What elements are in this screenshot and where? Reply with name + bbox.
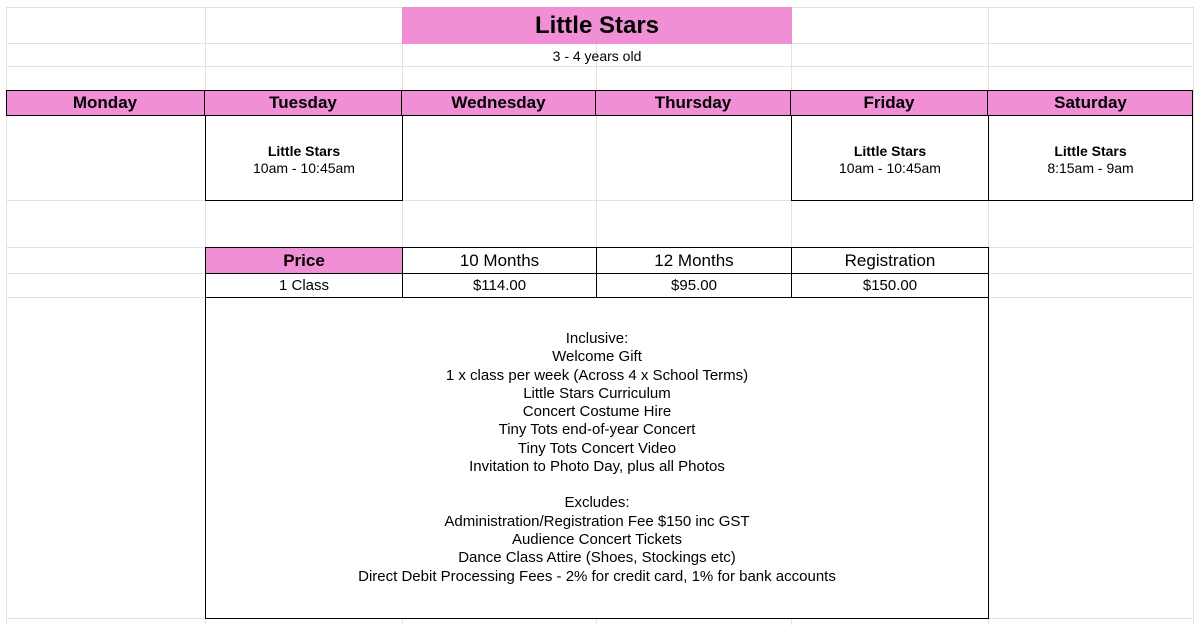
class-saturday[interactable] (988, 115, 1193, 201)
excludes-item: Direct Debit Processing Fees - 2% for credit card, 1% for bank accounts (358, 567, 836, 585)
inclusive-item: Concert Costume Hire (522, 403, 672, 421)
day-header-wednesday[interactable]: Wednesday (402, 90, 596, 116)
excludes-item: Dance Class Attire (Shoes, Stockings etc) (458, 549, 736, 567)
page-title[interactable]: Little Stars (402, 7, 792, 44)
price-column-registration[interactable]: Registration (791, 247, 989, 274)
price-column-10-months[interactable]: 10 Months (402, 247, 597, 274)
day-header-monday[interactable]: Monday (6, 90, 205, 116)
price-row-label[interactable]: 1 Class (205, 273, 403, 298)
price-header[interactable]: Price (205, 247, 403, 274)
price-column-12-months[interactable]: 12 Months (596, 247, 792, 274)
class-time: 10am - 10:45am (839, 160, 941, 176)
excludes-item: Audience Concert Tickets (511, 530, 683, 548)
class-tuesday[interactable] (205, 115, 403, 201)
day-header-saturday[interactable]: Saturday (1054, 93, 1127, 112)
inclusive-item: 1 x class per week (Across 4 x School Terms) (445, 366, 749, 384)
excludes-heading: Excludes: (564, 494, 630, 512)
class-name: Little Stars (1054, 143, 1127, 159)
class-friday[interactable] (791, 115, 989, 201)
class-time: 8:15am - 9am (1047, 160, 1134, 176)
day-header-tuesday[interactable]: Tuesday (205, 90, 402, 116)
age-range-subtitle[interactable]: 3 - 4 years old (552, 47, 642, 64)
price-12-months-value[interactable]: $95.00 (596, 273, 792, 298)
inclusive-item: Tiny Tots Concert Video (517, 439, 677, 457)
price-10-months-value[interactable]: $114.00 (402, 273, 597, 298)
day-header-friday[interactable]: Friday (791, 90, 988, 116)
excludes-item: Administration/Registration Fee $150 inc GST (444, 512, 750, 530)
class-name: Little Stars (267, 143, 341, 159)
inclusive-item: Welcome Gift (552, 348, 642, 366)
class-time: 10am - 10:45am (253, 160, 355, 176)
class-name: Little Stars (853, 143, 927, 159)
inclusions-exclusions-box[interactable] (205, 297, 989, 619)
inclusive-item: Tiny Tots end-of-year Concert (498, 421, 696, 439)
price-registration-value[interactable]: $150.00 (791, 273, 989, 298)
inclusive-item: Little Stars Curriculum (523, 384, 671, 402)
inclusive-item: Invitation to Photo Day, plus all Photos (469, 458, 725, 476)
inclusive-heading: Inclusive: (565, 330, 629, 347)
day-header-thursday[interactable]: Thursday (596, 90, 791, 116)
